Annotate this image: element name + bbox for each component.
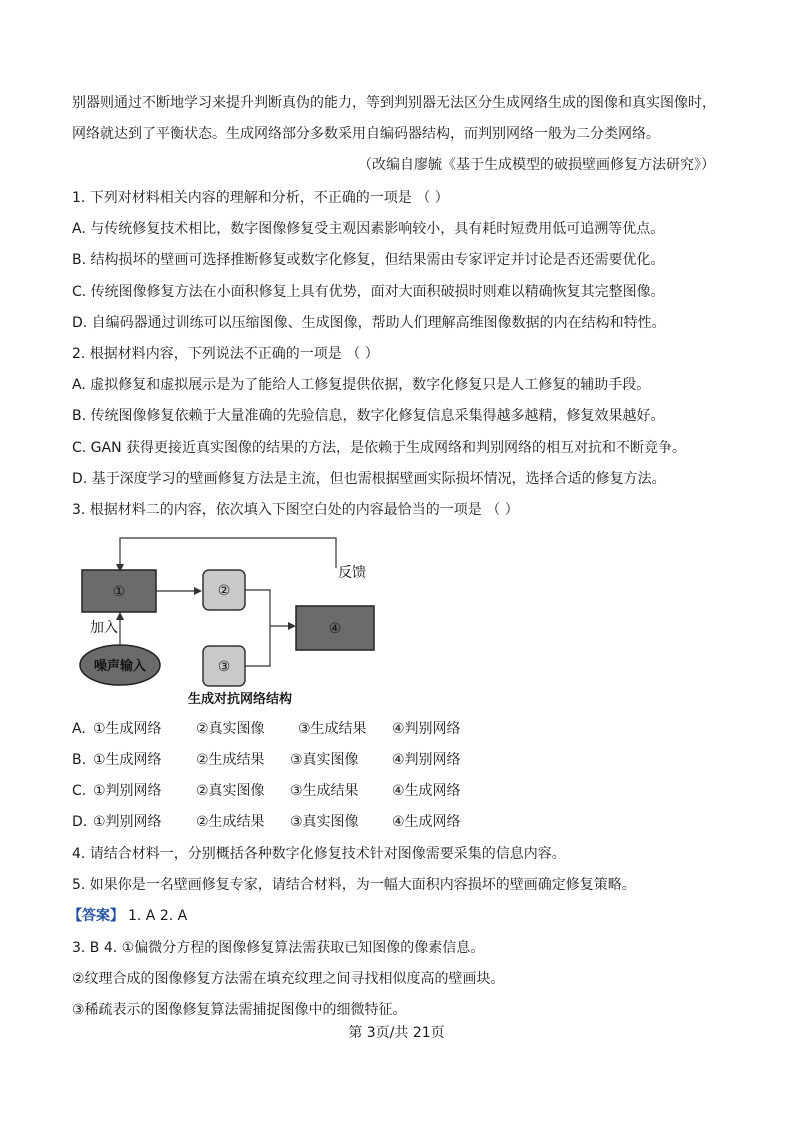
answer-line-1	[68, 906, 187, 926]
q3-option-a-letter: A.	[72, 721, 86, 737]
box-4-label: ④	[328, 621, 342, 637]
q3-option-c-letter: C.	[72, 783, 87, 799]
arrow-to-4-icon	[288, 622, 296, 630]
source-citation: （改编自廖毓《基于生成模型的破损壁画修复方法研究》）	[358, 157, 715, 173]
feedback-connector	[120, 538, 336, 570]
q3-option-b-item-4: ④判别网络	[392, 752, 461, 768]
q1-option-d: D. 自编码器通过训练可以压缩图像、生成图像，帮助人们理解高维图像数据的内在结构和特性。	[72, 315, 666, 331]
q2-option-d: D. 基于深度学习的壁画修复方法是主流，但也需根据壁画实际损坏情况，选择合适的修复方法。	[72, 471, 666, 487]
q3-option-c-item-2: ②真实图像	[196, 783, 265, 799]
gan-structure-diagram	[74, 532, 404, 712]
q3-option-b-letter: B.	[72, 752, 87, 768]
page-number: 第 3页/共 21页	[348, 1025, 445, 1041]
q3-option-d-item-1: ①判别网络	[93, 814, 162, 830]
arrow-1-2-icon	[194, 587, 202, 595]
intro-line-2: 网络就达到了平衡状态。生成网络部分多数采用自编码器结构，而判别网络一般为二分类网络。	[72, 126, 660, 142]
box-3-label: ③	[217, 659, 231, 675]
q3-option-c-item-1: ①判别网络	[93, 783, 162, 799]
intro-line-1: 别器则通过不断地学习来提升判断真伪的能力，等到判别器无法区分生成网络生成的图像和真实图像时，	[72, 95, 716, 111]
q3-option-b-item-2: ②生成结果	[196, 752, 265, 768]
answer-1-2: 1. A 2. A	[128, 908, 188, 924]
answer-line-2: 3. B 4. ①偏微分方程的图像修复算法需获取已知图像的像素信息。	[72, 940, 485, 956]
q1-stem: 1. 下列对材料相关内容的理解和分析，不正确的一项是 （ ）	[72, 190, 449, 206]
q3-option-d-item-3: ③真实图像	[290, 814, 359, 830]
diagram-caption: 生成对抗网络结构	[187, 692, 293, 707]
q3-stem: 3. 根据材料二的内容，依次填入下图空白处的内容最恰当的一项是 （ ）	[72, 502, 519, 518]
answer-line-3: ②纹理合成的图像修复方法需在填充纹理之间寻找相似度高的壁画块。	[72, 971, 505, 987]
q3-option-a-item-3: ③生成结果	[298, 721, 367, 737]
answer-line-4: ③稀疏表示的图像修复算法需捕捉图像中的细微特征。	[72, 1002, 407, 1018]
box-1-label: ①	[112, 584, 126, 600]
q5-stem: 5. 如果你是一名壁画修复专家，请结合材料，为一幅大面积内容损坏的壁画确定修复策略。	[72, 877, 636, 893]
q3-option-c-item-3: ③生成结果	[290, 783, 359, 799]
q1-option-c: C. 传统图像修复方法在小面积修复上具有优势，面对大面积破损时则难以精确恢复其完整图像。	[72, 284, 665, 300]
noise-input-label: 噪声输入	[93, 659, 147, 674]
q3-option-d-item-2: ②生成结果	[196, 814, 265, 830]
q3-option-a-item-2: ②真实图像	[196, 721, 265, 737]
q2-stem: 2. 根据材料内容，下列说法不正确的一项是 （ ）	[72, 346, 379, 362]
q1-option-a: A. 与传统修复技术相比，数字图像修复受主观因素影响较小，具有耗时短费用低可追溯等优点。	[72, 221, 665, 237]
q3-option-d-letter: D.	[72, 814, 88, 830]
arrow-noise-icon	[116, 612, 124, 620]
q2-option-b: B. 传统图像修复依赖于大量准确的先验信息，数字化修复信息采集得越多越精，修复效果越好。	[72, 408, 665, 424]
q3-option-a-item-1: ①生成网络	[93, 721, 162, 737]
add-label: 加入	[90, 620, 118, 636]
feedback-label: 反馈	[338, 565, 366, 581]
q4-stem: 4. 请结合材料一，分别概括各种数字化修复技术针对图像需要采集的信息内容。	[72, 846, 566, 862]
q3-option-b-item-3: ③真实图像	[290, 752, 359, 768]
q2-option-c: C. GAN 获得更接近真实图像的结果的方法，是依赖于生成网络和判别网络的相互对抗和不断竞争。	[72, 440, 687, 456]
box-2-label: ②	[217, 583, 231, 599]
q2-option-a: A. 虚拟修复和虚拟展示是为了能给人工修复提供依据，数字化修复只是人工修复的辅助手段。	[72, 377, 651, 393]
q3-option-b-item-1: ①生成网络	[93, 752, 162, 768]
q3-option-d-item-4: ④生成网络	[392, 814, 461, 830]
q3-option-c-item-4: ④生成网络	[392, 783, 461, 799]
q1-option-b: B. 结构损坏的壁画可选择推断修复或数字化修复，但结果需由专家评定并讨论是否还需要优化。	[72, 252, 665, 268]
q3-option-a-item-4: ④判别网络	[392, 721, 461, 737]
answer-tag: 【答案】	[68, 908, 124, 924]
merge-connector	[245, 590, 270, 666]
